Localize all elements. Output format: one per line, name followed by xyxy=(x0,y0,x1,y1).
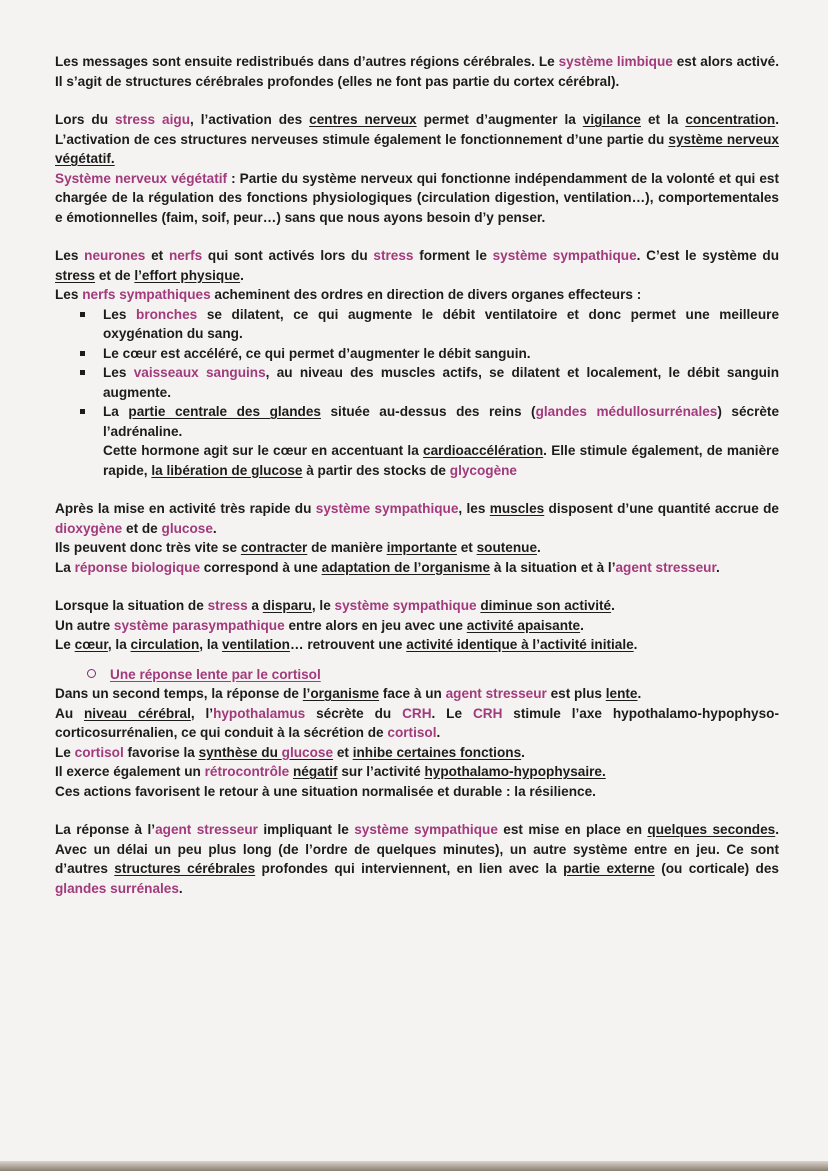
text: acheminent des ordres en direction de divers organes effecteurs : xyxy=(210,287,642,302)
keyword: système sympathique xyxy=(354,822,498,837)
paragraph-contraction xyxy=(55,538,779,558)
document-page xyxy=(55,52,779,898)
text: . xyxy=(580,617,584,633)
text: . xyxy=(436,725,441,740)
list-item-glands xyxy=(103,402,779,441)
underlined-term: niveau cérébral xyxy=(84,705,191,721)
text: forment le xyxy=(413,248,493,263)
underlined-term: partie centrale des glandes xyxy=(128,404,321,419)
text: , l’activation des xyxy=(190,112,310,127)
keyword: CRH xyxy=(472,705,503,721)
list-item-heart xyxy=(103,344,779,364)
underlined-term: structures cérébrales xyxy=(114,861,256,876)
text: est plus xyxy=(546,686,606,701)
text: a xyxy=(247,598,263,613)
text: . Le xyxy=(431,705,473,721)
text: Les messages sont ensuite redistribués dans d’autres régions cérébrales. Le xyxy=(55,54,559,69)
text: et xyxy=(333,744,353,760)
text: située au-dessus des reins ( xyxy=(320,404,536,419)
text: permet d’augmenter la xyxy=(416,112,583,127)
underlined-term: l’organisme xyxy=(302,686,380,701)
list-item-bronchi xyxy=(103,305,779,344)
text: Les xyxy=(55,248,85,263)
keyword: cortisol xyxy=(387,725,437,740)
text: . xyxy=(537,540,541,555)
text: Lorsque la situation de xyxy=(55,598,208,613)
text: Le xyxy=(55,637,75,652)
text: qui sont activés lors du xyxy=(202,248,374,263)
definition-vegetative-system xyxy=(55,169,779,228)
text: . xyxy=(637,686,642,701)
keyword: dioxygène xyxy=(55,520,123,536)
paragraph-resilience xyxy=(55,782,779,802)
keyword: rétrocontrôle xyxy=(204,764,290,779)
text: . C’est le système du xyxy=(636,248,779,263)
text: se dilatent, ce qui augmente le débit ventilatoire et donc permet une meilleure oxygénation du sang. xyxy=(103,306,779,341)
text: Les xyxy=(103,306,137,322)
text: Ces actions favorisent le retour à une situation normalisée et durable : la résilience. xyxy=(55,783,596,799)
paragraph-limbic xyxy=(55,52,779,91)
underlined-term: négatif xyxy=(293,764,338,779)
keyword: réponse biologique xyxy=(74,559,201,575)
paragraph-timing xyxy=(55,820,779,898)
text: Après la mise en activité très rapide du xyxy=(55,501,316,516)
underlined-term: centres nerveux xyxy=(309,112,417,127)
paragraph-acute-stress xyxy=(55,110,779,169)
underlined-term: vigilance xyxy=(582,112,641,127)
keyword: stress aigu xyxy=(115,112,190,127)
text: , la xyxy=(107,637,131,652)
keyword: glycogène xyxy=(449,462,517,478)
text: à partir des stocks de xyxy=(302,462,450,478)
paragraph-stress-gone xyxy=(55,596,779,616)
definition-text: : Partie du système nerveux qui fonctionne indépendamment de la volonté et qui est chargée de la régulation des fonctions physiologiques (circulation digestion, ventilation…), comportementales e émotionnelles (faim, soif, peur…) sans que nous ayons besoin d’y penser. xyxy=(55,170,780,225)
underlined-term: inhibe certaines fonctions xyxy=(352,744,522,760)
paragraph-slow-response xyxy=(55,684,779,704)
underlined-term: adaptation de l’organisme xyxy=(321,559,491,575)
keyword: CRH xyxy=(402,705,432,721)
list-item-vessels xyxy=(103,363,779,402)
page-bottom-edge xyxy=(0,1161,828,1171)
definition-term: Système nerveux végétatif xyxy=(55,170,228,186)
underlined-term: cœur xyxy=(74,637,108,652)
text: et de xyxy=(122,520,162,536)
text: Au xyxy=(55,705,84,721)
keyword: neurones xyxy=(84,248,146,263)
keyword: bronches xyxy=(136,306,198,322)
text: . xyxy=(240,267,244,283)
text: . xyxy=(633,637,638,652)
text: , le xyxy=(311,598,335,613)
text: et xyxy=(145,248,169,263)
text: . xyxy=(212,520,217,536)
text: à la situation et à l’ xyxy=(490,559,616,575)
underlined-term: stress xyxy=(55,267,96,283)
text: Le xyxy=(55,744,75,760)
underlined-term: système nerveux végétatif. xyxy=(55,131,779,166)
keyword: agent stresseur xyxy=(155,822,258,837)
text: Les xyxy=(103,365,134,380)
keyword: glandes surrénales xyxy=(55,880,179,896)
text: stimule l’axe hypothalamo-hypophyso-corticosurrénalien, ce qui conduit à la sécrétion de xyxy=(55,705,779,740)
text: . xyxy=(521,744,525,760)
keyword: nerfs xyxy=(168,248,203,263)
text: . xyxy=(611,598,615,613)
paragraph-sympathetic xyxy=(55,246,779,285)
subheading-cortisol xyxy=(55,665,779,685)
underlined-term: concentration xyxy=(685,112,776,127)
text: sécrète du xyxy=(305,705,403,721)
text: Lors du xyxy=(55,112,116,127)
text: . xyxy=(178,880,183,896)
text: Cette hormone agit sur le cœur en accentuant la xyxy=(103,443,424,458)
text: est alors activé. Il s’agit de structures cérébrales profondes (elles ne font pas partie du cortex cérébral). xyxy=(55,54,779,89)
text: et la xyxy=(640,112,686,127)
keyword: hypothalamus xyxy=(213,705,306,721)
keyword: agent stresseur xyxy=(615,559,716,575)
underlined-term: activité identique à l’activité initiale xyxy=(406,637,634,652)
underlined-term: ventilation xyxy=(221,637,290,652)
underlined-term: contracter xyxy=(240,540,308,555)
keyword: stress xyxy=(373,248,414,263)
keyword: système limbique xyxy=(558,54,673,69)
text: sur l’activité xyxy=(337,764,425,779)
text: profondes qui interviennent, en lien avec la xyxy=(255,861,564,876)
paragraph-cortisol-effects xyxy=(55,743,779,763)
keyword: système sympathique xyxy=(315,501,459,516)
underlined-term: partie externe xyxy=(563,861,655,876)
text: La réponse à l’ xyxy=(55,822,156,837)
text: Ils peuvent donc très vite se xyxy=(55,540,241,555)
underlined-term: quelques secondes xyxy=(647,822,776,837)
text: Dans un second temps, la réponse de xyxy=(55,686,303,701)
underlined-term: importante xyxy=(386,540,457,555)
text: disposent d’une quantité accrue de xyxy=(544,501,779,516)
text: . Avec un délai un peu plus long (de l’ordre de quelques minutes), un autre système entre en jeu. Ce sont d’autres xyxy=(55,822,779,876)
underlined-term: hypothalamo-hypophysaire. xyxy=(424,764,606,779)
underlined-term: cardioaccélération xyxy=(423,443,544,458)
text: La xyxy=(103,404,129,419)
paragraph-parasympathetic xyxy=(55,616,779,636)
keyword: stress xyxy=(207,598,248,613)
paragraph-feedback xyxy=(55,762,779,782)
text: Un autre xyxy=(55,617,114,633)
text: et de xyxy=(95,267,135,283)
paragraph-hypothalamus xyxy=(55,704,779,743)
text: Le cœur est accéléré, ce qui permet d’augmenter le débit sanguin. xyxy=(103,345,531,361)
text: favorise la xyxy=(123,744,199,760)
underlined-term: disparu xyxy=(262,598,312,613)
keyword: système sympathique xyxy=(492,248,637,263)
keyword: cortisol xyxy=(74,744,124,760)
keyword: glandes médullosurrénales xyxy=(535,404,718,419)
keyword: système sympathique xyxy=(334,598,477,613)
underlined-term: lente xyxy=(605,686,638,701)
keyword: nerfs sympathiques xyxy=(82,287,211,302)
text: La xyxy=(55,559,75,575)
text: (ou corticale) des xyxy=(654,861,779,876)
subheading-text: Une réponse lente par le cortisol xyxy=(110,666,321,682)
text: entre alors en jeu avec une xyxy=(284,617,467,633)
keyword: agent stresseur xyxy=(445,686,547,701)
text: , l’ xyxy=(190,705,214,721)
keyword: vaisseaux sanguins xyxy=(133,365,266,380)
keyword: glucose xyxy=(161,520,213,536)
text: . Elle stimule également, de manière rapide, xyxy=(103,443,779,478)
text: . xyxy=(716,559,720,575)
text: , la xyxy=(199,637,222,652)
text: correspond à une xyxy=(200,559,322,575)
underlined-term: la libération de glucose xyxy=(151,462,303,478)
keyword: système parasympathique xyxy=(113,617,285,633)
paragraph-adrenaline xyxy=(55,441,779,480)
underlined-term: l’effort physique xyxy=(134,267,241,283)
underlined-term: activité apaisante xyxy=(466,617,581,633)
text: … retrouvent une xyxy=(289,637,407,652)
text: , les xyxy=(458,501,490,516)
paragraph-biological-response xyxy=(55,558,779,578)
text: , au niveau des muscles actifs, se dilatent et localement, le débit sanguin augmente. xyxy=(103,365,780,400)
text: Il exerce également un xyxy=(55,764,205,779)
circle-bullet-icon xyxy=(87,669,96,678)
underlined-term: circulation xyxy=(130,637,200,652)
text: et xyxy=(456,540,477,555)
underlined-term: diminue son activité xyxy=(480,598,612,613)
keyword: glucose xyxy=(281,744,334,760)
text: de manière xyxy=(307,540,387,555)
text: impliquant le xyxy=(257,822,355,837)
underlined-term: soutenue xyxy=(476,540,537,555)
paragraph-return-initial xyxy=(55,635,779,655)
paragraph-muscles xyxy=(55,499,779,538)
text: Les xyxy=(55,287,83,302)
text: . L’activation de ces structures nerveuses stimule également le fonctionnement d’une partie du xyxy=(55,112,779,147)
text: est mise en place en xyxy=(497,822,648,837)
underlined-term: synthèse du xyxy=(198,744,282,760)
effector-organs-list xyxy=(55,305,779,442)
text: face à un xyxy=(379,686,446,701)
text: ) sécrète l’adrénaline. xyxy=(103,404,780,439)
underlined-term: muscles xyxy=(489,501,545,516)
paragraph-sympathetic-nerves xyxy=(55,285,779,305)
